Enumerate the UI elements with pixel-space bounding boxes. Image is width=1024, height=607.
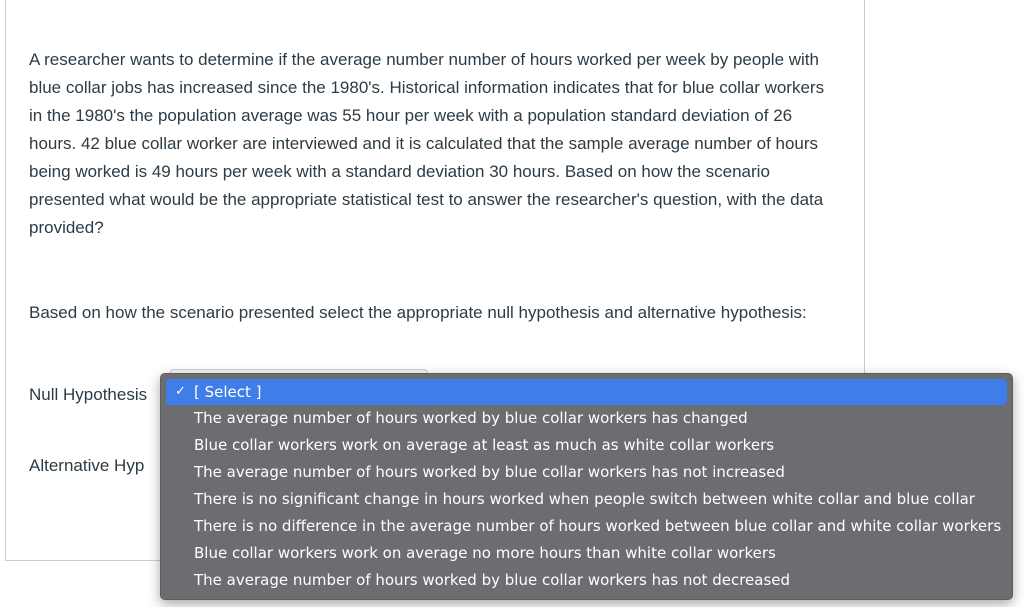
- dropdown-option-label: [ Select ]: [194, 383, 262, 401]
- dropdown-option-label: The average number of hours worked by blue collar workers has not increased: [194, 463, 785, 481]
- dropdown-option[interactable]: [166, 432, 1007, 459]
- question-instructions: Based on how the scenario presented select the appropriate null hypothesis and alternative hypothesis:: [29, 303, 807, 322]
- dropdown-option-select[interactable]: [166, 379, 1007, 405]
- dropdown-option[interactable]: [166, 459, 1007, 486]
- dropdown-option-label: There is no difference in the average number of hours worked between blue collar and white collar workers: [194, 517, 1002, 535]
- dropdown-option-label: The average number of hours worked by blue collar workers has changed: [194, 409, 748, 427]
- dropdown-option-label: The average number of hours worked by blue collar workers has not decreased: [194, 571, 791, 589]
- dropdown-option-label: Blue collar workers work on average at least as much as white collar workers: [194, 436, 775, 454]
- null-hypothesis-dropdown[interactable]: [160, 373, 1013, 600]
- dropdown-option[interactable]: [166, 486, 1007, 513]
- dropdown-option[interactable]: [166, 405, 1007, 432]
- question-text: A researcher wants to determine if the average number number of hours worked per week by people with blue collar jobs has increased since the 1980's. Historical information indicates that for blue collar workers in the 1980's the population average was 55 hour per week with a population standard deviation of 26 hours. 42 blue collar worker are interviewed and it is calculated that the sample average number of hours being worked is 49 hours per week with a standard deviation 30 hours. Based on how the scenario presented what would be the appropriate statistical test to answer the researcher's question, with the data provided?: [29, 50, 825, 237]
- checkmark-icon: ✓: [175, 384, 186, 399]
- null-hypothesis-label: Null Hypothesis: [29, 385, 148, 404]
- dropdown-option[interactable]: [166, 540, 1007, 567]
- dropdown-option-label: Blue collar workers work on average no more hours than white collar workers: [194, 544, 776, 562]
- dropdown-option[interactable]: [166, 567, 1007, 594]
- alternative-hypothesis-label: Alternative Hyp: [29, 456, 145, 475]
- dropdown-option[interactable]: [166, 513, 1007, 540]
- dropdown-option-label: There is no significant change in hours worked when people switch between white collar and blue collar: [194, 490, 975, 508]
